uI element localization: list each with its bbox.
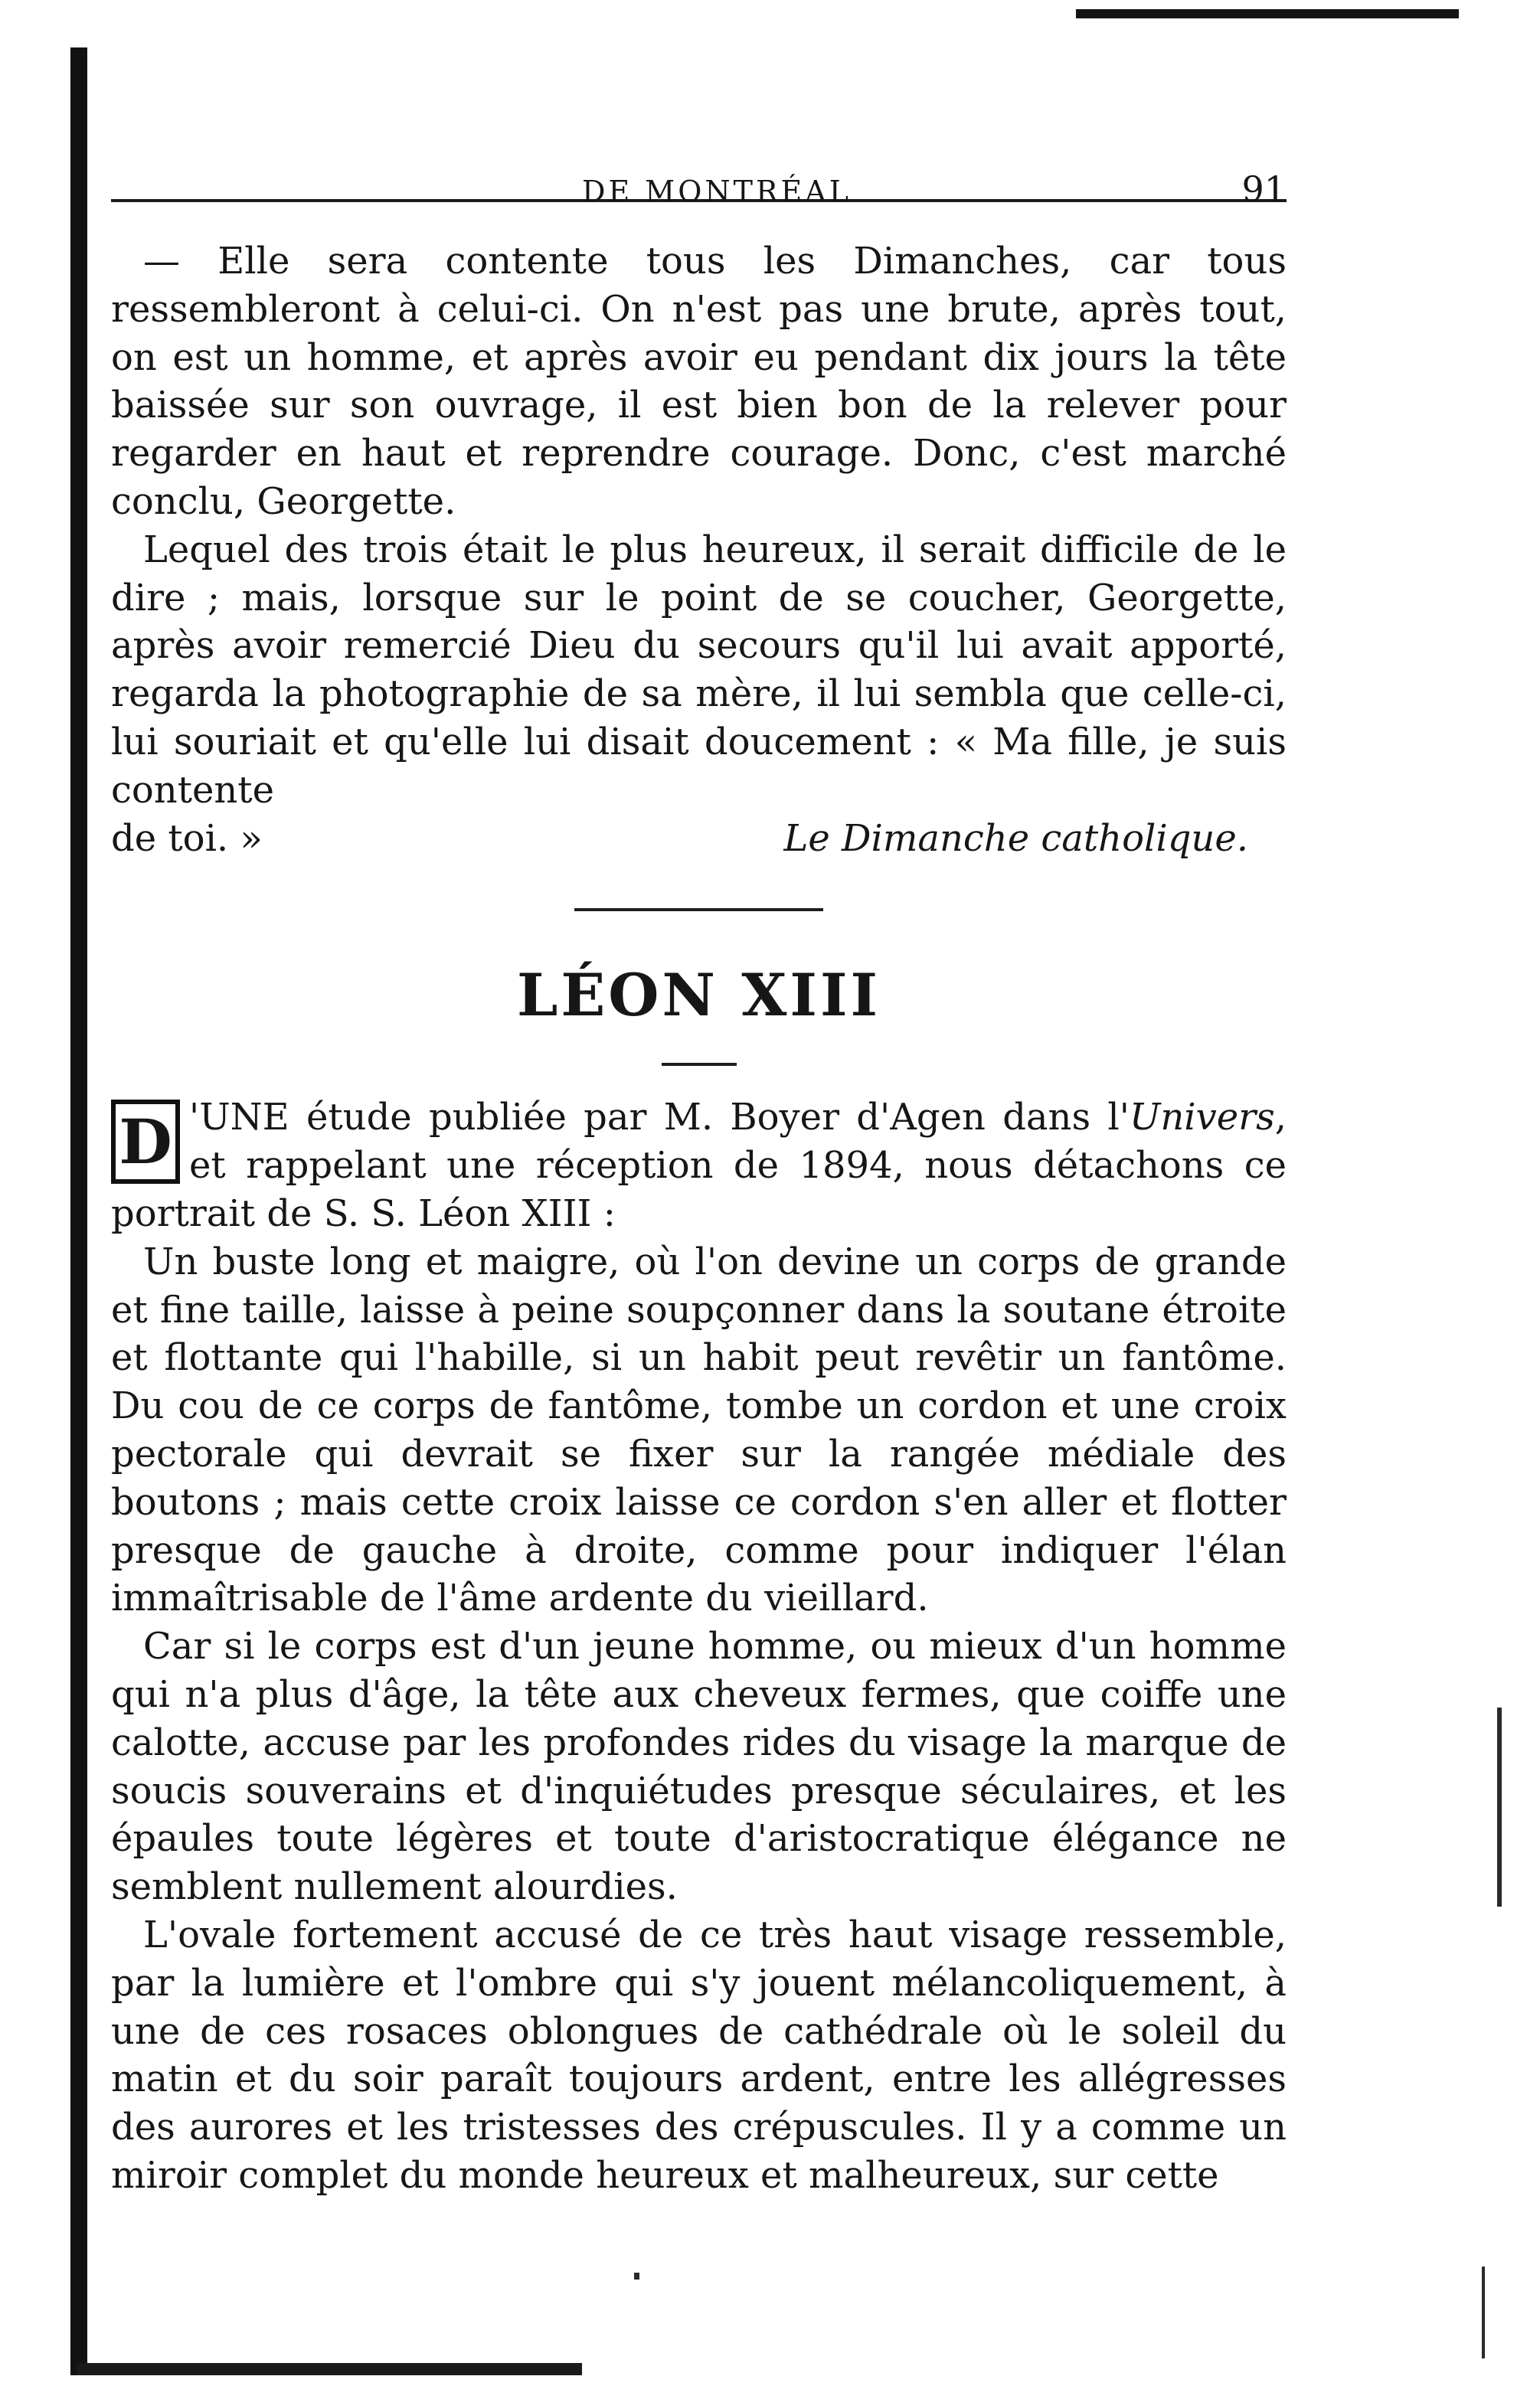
paragraph: L'ovale fortement accusé de ce très haut visage ressemble, par la lumière et l'ombre qui s'y jouent mélancoliquement, à une de ces rosaces oblongues de cathédrale où le soleil du matin et du soir paraît toujours ardent, entre les allégresses des aurores et les tristesses des crépuscules. Il y a comme un miroir complet du monde heureux et malheureux, sur cette [111,1913,1287,2197]
scan-top-edge [1076,9,1459,18]
attribution-line [111,815,1287,863]
page-number: 91 [1241,168,1287,210]
body-text [111,237,1287,2200]
source-citation: Le Dimanche catholique. [783,816,1248,860]
scan-speck [634,2273,639,2280]
paragraph: Car si le corps est d'un jeune homme, ou mieux d'un homme qui n'a plus d'âge, la tête aux cheveux fermes, que coiffe une calotte, accuse par les profondes rides du visage la marque de soucis souverains et d'inquiétudes presque séculaires, et les épaules toute légères et toute d'aristocratique élégance ne semblent nullement alourdies. [111,1625,1287,1909]
scan-bottom-edge [77,2363,582,2375]
paragraph: Un buste long et maigre, où l'on devine un corps de grande et fine taille, laisse à peine soupçonner dans la soutane étroite et flottante qui l'habille, si un habit peut revêtir un fantôme. Du cou de ce corps de fantôme, tombe un cordon et une croix pectorale qui devrait se fixer sur la rangée médiale des boutons ; mais cette croix laisse ce cordon s'en aller et flotter presque de gauche à droite, comme pour indiquer l'élan immaîtrisable de l'âme ardente du vieillard. [111,1240,1287,1620]
drop-cap: D [111,1100,180,1184]
title-divider [662,1063,737,1066]
intro-paragraph [111,1093,1287,1237]
paragraph: — Elle sera contente tous les Dimanches, car tous ressembleront à celui-ci. On n'est pas une brute, après tout, on est un homme, et après avoir eu pendant dix jours la tête baissée sur son ouvrage, il est bien bon de la relever pour regarder en haut et reprendre courage. Donc, c'est marché conclu, Georgette. [111,240,1287,523]
running-head: DE MONTRÉAL [582,175,852,208]
page-header [111,145,1287,210]
scan-edge-mark [1497,1708,1502,1907]
section-divider [574,908,823,911]
article-title: LÉON XIII [516,961,881,1030]
intro-text-end: , et rappelant une réception de 1894, nous détachons ce portrait de S. S. Léon XIII : [111,1096,1287,1235]
closing-line: de toi. » [111,816,263,860]
book-page [111,145,1287,2200]
journal-name: Univers [1129,1096,1275,1139]
paragraph: Lequel des trois était le plus heureux, il serait difficile de le dire ; mais, lorsque sur le point de se coucher, Georgette, après avoir remercié Dieu du secours qu'il lui avait apporté, regarda la photographie de sa mère, il lui sembla que celle-ci, lui souriait et qu'elle lui disait doucement : « Ma fille, je suis contente [111,528,1287,812]
scan-edge-mark [1482,2267,1485,2358]
intro-text: 'UNE étude publiée par M. Boyer d'Agen dans l' [189,1096,1130,1139]
binding-shadow [70,47,87,2375]
